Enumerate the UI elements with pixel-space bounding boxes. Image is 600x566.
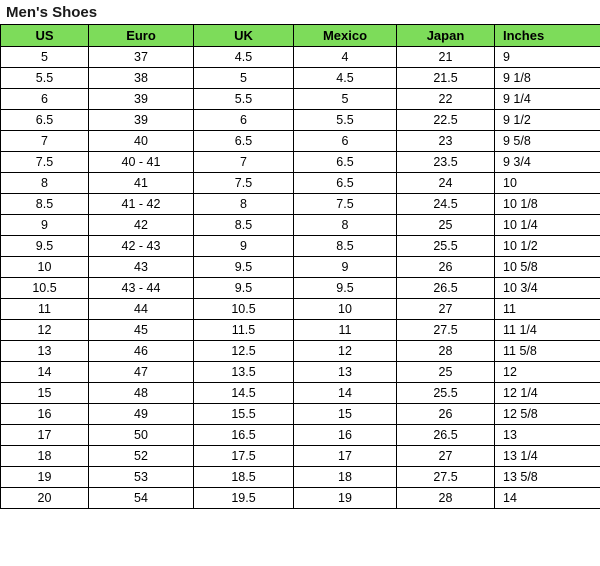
table-row [1,257,600,278]
cell-uk: 9.5 [194,257,294,278]
cell-uk: 6 [194,110,294,131]
cell-japan: 22.5 [397,110,495,131]
cell-inches: 13 5/8 [495,467,600,488]
table-row [1,278,600,299]
cell-japan: 26 [397,404,495,425]
table-row [1,236,600,257]
cell-japan: 25 [397,362,495,383]
table-header [1,25,600,47]
table-row [1,488,600,509]
table-header-row [1,25,600,47]
cell-japan: 26 [397,257,495,278]
column-header-euro: Euro [89,25,194,47]
cell-euro: 52 [89,446,194,467]
cell-euro: 42 [89,215,194,236]
cell-japan: 28 [397,341,495,362]
cell-euro: 48 [89,383,194,404]
cell-mexico: 9.5 [294,278,397,299]
cell-euro: 53 [89,467,194,488]
cell-euro: 39 [89,89,194,110]
cell-us: 18 [1,446,89,467]
cell-uk: 18.5 [194,467,294,488]
cell-mexico: 15 [294,404,397,425]
cell-us: 5 [1,47,89,68]
column-header-mexico: Mexico [294,25,397,47]
cell-us: 6.5 [1,110,89,131]
cell-japan: 25 [397,215,495,236]
cell-us: 14 [1,362,89,383]
cell-euro: 44 [89,299,194,320]
cell-uk: 5 [194,68,294,89]
cell-uk: 7.5 [194,173,294,194]
cell-inches: 13 [495,425,600,446]
cell-mexico: 6.5 [294,152,397,173]
cell-japan: 27.5 [397,320,495,341]
table-row [1,467,600,488]
table-row [1,152,600,173]
cell-euro: 39 [89,110,194,131]
cell-euro: 49 [89,404,194,425]
cell-uk: 5.5 [194,89,294,110]
cell-inches: 9 1/4 [495,89,600,110]
cell-us: 17 [1,425,89,446]
cell-us: 10.5 [1,278,89,299]
cell-mexico: 18 [294,467,397,488]
cell-mexico: 4 [294,47,397,68]
table-row [1,425,600,446]
cell-inches: 9 3/4 [495,152,600,173]
cell-mexico: 16 [294,425,397,446]
cell-us: 19 [1,467,89,488]
cell-inches: 10 1/4 [495,215,600,236]
column-header-uk: UK [194,25,294,47]
table-row [1,383,600,404]
cell-inches: 11 5/8 [495,341,600,362]
cell-inches: 11 [495,299,600,320]
cell-us: 9.5 [1,236,89,257]
cell-mexico: 5 [294,89,397,110]
cell-mexico: 7.5 [294,194,397,215]
cell-mexico: 6.5 [294,173,397,194]
cell-uk: 9 [194,236,294,257]
cell-euro: 50 [89,425,194,446]
cell-japan: 21.5 [397,68,495,89]
cell-euro: 46 [89,341,194,362]
cell-euro: 41 [89,173,194,194]
cell-japan: 28 [397,488,495,509]
table-row [1,404,600,425]
cell-us: 10 [1,257,89,278]
cell-uk: 12.5 [194,341,294,362]
table-row [1,194,600,215]
cell-mexico: 17 [294,446,397,467]
table-row [1,173,600,194]
table-row [1,341,600,362]
cell-us: 6 [1,89,89,110]
cell-japan: 23.5 [397,152,495,173]
cell-uk: 19.5 [194,488,294,509]
cell-uk: 16.5 [194,425,294,446]
cell-us: 13 [1,341,89,362]
cell-uk: 9.5 [194,278,294,299]
cell-inches: 11 1/4 [495,320,600,341]
table-row [1,215,600,236]
cell-inches: 10 3/4 [495,278,600,299]
cell-us: 7.5 [1,152,89,173]
cell-japan: 21 [397,47,495,68]
cell-inches: 14 [495,488,600,509]
table-row [1,68,600,89]
cell-euro: 54 [89,488,194,509]
column-header-japan: Japan [397,25,495,47]
cell-uk: 8 [194,194,294,215]
cell-japan: 24.5 [397,194,495,215]
cell-japan: 25.5 [397,236,495,257]
cell-japan: 22 [397,89,495,110]
cell-inches: 9 1/8 [495,68,600,89]
cell-uk: 13.5 [194,362,294,383]
table-body [1,47,600,509]
cell-inches: 9 [495,47,600,68]
cell-us: 5.5 [1,68,89,89]
cell-mexico: 13 [294,362,397,383]
table-row [1,131,600,152]
table-row [1,110,600,131]
cell-inches: 13 1/4 [495,446,600,467]
cell-euro: 43 [89,257,194,278]
cell-mexico: 4.5 [294,68,397,89]
cell-us: 7 [1,131,89,152]
cell-japan: 26.5 [397,278,495,299]
cell-uk: 14.5 [194,383,294,404]
cell-us: 16 [1,404,89,425]
cell-mexico: 8 [294,215,397,236]
cell-mexico: 6 [294,131,397,152]
cell-us: 11 [1,299,89,320]
cell-us: 20 [1,488,89,509]
cell-mexico: 5.5 [294,110,397,131]
cell-euro: 45 [89,320,194,341]
cell-inches: 10 1/8 [495,194,600,215]
cell-japan: 27.5 [397,467,495,488]
cell-uk: 10.5 [194,299,294,320]
cell-euro: 43 - 44 [89,278,194,299]
cell-euro: 41 - 42 [89,194,194,215]
table-row [1,299,600,320]
cell-inches: 12 1/4 [495,383,600,404]
cell-mexico: 8.5 [294,236,397,257]
cell-japan: 23 [397,131,495,152]
table-row [1,89,600,110]
cell-us: 12 [1,320,89,341]
cell-uk: 17.5 [194,446,294,467]
cell-mexico: 11 [294,320,397,341]
cell-japan: 25.5 [397,383,495,404]
cell-uk: 8.5 [194,215,294,236]
cell-mexico: 19 [294,488,397,509]
cell-uk: 15.5 [194,404,294,425]
cell-japan: 26.5 [397,425,495,446]
cell-us: 15 [1,383,89,404]
cell-inches: 9 1/2 [495,110,600,131]
cell-uk: 6.5 [194,131,294,152]
cell-us: 9 [1,215,89,236]
cell-mexico: 12 [294,341,397,362]
cell-inches: 12 [495,362,600,383]
cell-mexico: 14 [294,383,397,404]
cell-japan: 27 [397,446,495,467]
cell-mexico: 10 [294,299,397,320]
column-header-inches: Inches [495,25,600,47]
column-header-us: US [1,25,89,47]
cell-euro: 38 [89,68,194,89]
cell-us: 8 [1,173,89,194]
cell-euro: 40 - 41 [89,152,194,173]
cell-japan: 27 [397,299,495,320]
cell-inches: 10 1/2 [495,236,600,257]
cell-us: 8.5 [1,194,89,215]
cell-inches: 10 5/8 [495,257,600,278]
cell-inches: 9 5/8 [495,131,600,152]
cell-euro: 42 - 43 [89,236,194,257]
table-row [1,47,600,68]
cell-euro: 40 [89,131,194,152]
table-row [1,320,600,341]
cell-euro: 47 [89,362,194,383]
cell-uk: 11.5 [194,320,294,341]
cell-japan: 24 [397,173,495,194]
cell-inches: 12 5/8 [495,404,600,425]
table-row [1,362,600,383]
cell-uk: 4.5 [194,47,294,68]
shoe-size-table [0,24,600,509]
page-title: Men's Shoes [6,4,98,21]
cell-mexico: 9 [294,257,397,278]
cell-uk: 7 [194,152,294,173]
table-row [1,446,600,467]
cell-euro: 37 [89,47,194,68]
cell-inches: 10 [495,173,600,194]
